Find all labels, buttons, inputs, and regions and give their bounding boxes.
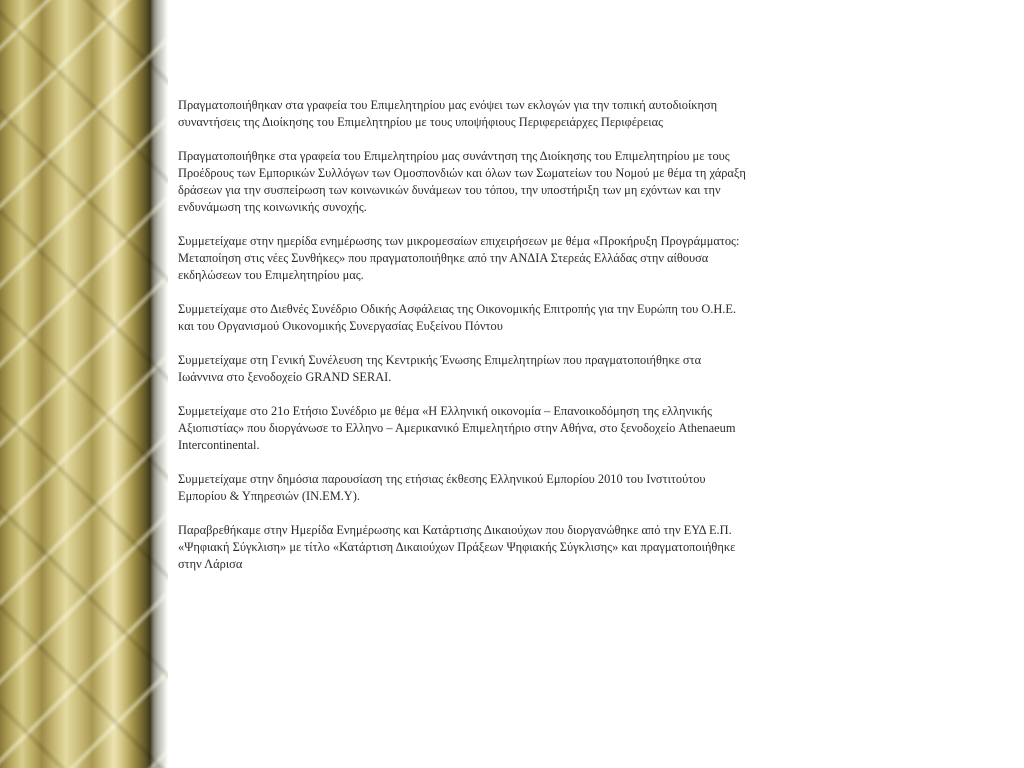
paragraph-associations-meeting: Πραγματοποιήθηκε στα γραφεία του Επιμελητηρίου μας συνάντηση της Διοίκησης του Επιμελητηρίου με τους Προέδρους των Εμπορικών Συλλόγων των Ομοσπονδιών και όλων των Σωματείων του Νομού με θέμα τη χάραξη δράσεων για την συσπείρωση των κοινωνικών δυνάμεων του τόπου, την υποστήριξη των μη εχόντων και την ενδυνάμωση της κοινωνικής συνοχής. [178, 149, 746, 214]
paragraph-road-safety-conference: Συμμετείχαμε στο Διεθνές Συνέδριο Οδικής Ασφάλειας της Οικονομικής Επιτροπής για την Ευρώπη του Ο.Η.Ε. και του Οργανισμού Οικονομικής Συνεργασίας Ευξείνου Πόντου [178, 302, 737, 333]
paragraph-annual-conference: Συμμετείχαμε στο 21ο Ετήσιο Συνέδριο με θέμα «Η Ελληνική οικονομία – Επανοικοδόμηση της ελληνικής Αξιοπιστίας» που διοργάνωσε το Ελληνο – Αμερικανικό Επιμελητήριο στην Αθήνα, στο ξενοδοχείο Athenaeum Intercontinental. [178, 404, 736, 452]
paragraph-trade-report: Συμμετείχαμε στην δημόσια παρουσίαση της ετήσιας έκθεσης Ελληνικού Εμπορίου 2010 του Ινστιτούτου Εμπορίου & Υπηρεσιών (ΙΝ.ΕΜ.Υ). [178, 472, 706, 503]
paragraph-candidate-meetings: Πραγματοποιήθηκαν στα γραφεία του Επιμελητηρίου μας ενόψει των εκλογών για την τοπική αυτοδιοίκηση συναντήσεις της Διοίκησης του Επιμελητηρίου με τους υποψήφιους Περιφερειάρχες Περιφέρειας [178, 98, 718, 129]
slide-text-body [178, 97, 748, 590]
paragraph-training-day: Παραβρεθήκαμε στην Ημερίδα Ενημέρωσης και Κατάρτισης Δικαιούχων που διοργανώθηκε από την ΕΥΔ Ε.Π. «Ψηφιακή Σύγκλιση» με τίτλο «Κατάρτιση Δικαιούχων Πράξεων Ψηφιακής Σύγκλισης» και πραγματοποιήθηκε στην Λάρισα [178, 523, 736, 571]
decorative-gold-border [0, 0, 168, 768]
paragraph-general-assembly: Συμμετείχαμε στη Γενική Συνέλευση της Κεντρικής Ένωσης Επιμελητηρίων που πραγματοποιήθηκε στα Ιωάννινα στο ξενοδοχείο GRAND SERAI. [178, 353, 702, 384]
paragraph-sme-info-day: Συμμετείχαμε στην ημερίδα ενημέρωσης των μικρομεσαίων επιχειρήσεων με θέμα «Προκήρυξη Προγράμματος: Μεταποίηση στις νέες Συνθήκες» που πραγματοποιήθηκε από την ΑΝΔΙΑ Στερεάς Ελλάδας στην αίθουσα εκδηλώσεων του Επιμελητηρίου μας. [178, 234, 740, 282]
